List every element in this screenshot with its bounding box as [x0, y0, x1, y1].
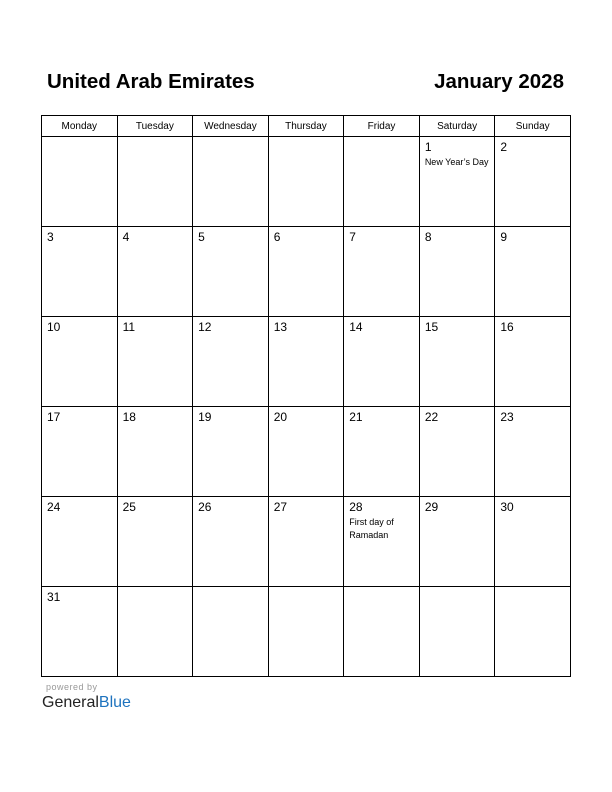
day-cell: [42, 317, 118, 407]
day-cell: [268, 497, 344, 587]
country-title: United Arab Emirates: [47, 70, 255, 93]
day-cell: [495, 497, 571, 587]
day-number: 30: [500, 500, 514, 514]
week-row: [42, 407, 571, 497]
day-number: 4: [122, 230, 130, 244]
day-number: 23: [500, 410, 514, 424]
day-cell: [495, 317, 571, 407]
day-number: 8: [424, 230, 432, 244]
generalblue-logo: [42, 694, 131, 712]
weekday-header: Thursday: [268, 116, 344, 137]
day-cell: [344, 497, 420, 587]
day-cell: [193, 227, 269, 317]
day-cell: [344, 227, 420, 317]
day-number: 12: [198, 320, 212, 334]
weekday-header-row: [42, 116, 571, 137]
day-number: 20: [273, 410, 288, 424]
day-cell: [419, 317, 495, 407]
day-cell: [117, 317, 193, 407]
day-cell: [117, 587, 193, 677]
weekday-header: Saturday: [419, 116, 495, 137]
day-number: 21: [349, 410, 363, 424]
day-cell: [268, 407, 344, 497]
day-number: 29: [424, 500, 439, 514]
day-number: 19: [198, 410, 212, 424]
day-number: 28: [349, 500, 363, 514]
day-cell: [268, 317, 344, 407]
weekday-header: Friday: [344, 116, 420, 137]
day-cell: [495, 587, 571, 677]
day-cell: [193, 137, 269, 227]
day-cell: [419, 407, 495, 497]
day-number: 22: [424, 410, 439, 424]
day-cell: [117, 227, 193, 317]
week-row: [42, 497, 571, 587]
day-number: 14: [349, 320, 363, 334]
week-row: [42, 227, 571, 317]
weekday-header: Tuesday: [117, 116, 193, 137]
day-cell: [268, 227, 344, 317]
day-cell: [193, 317, 269, 407]
day-cell: [117, 497, 193, 587]
week-row: [42, 317, 571, 407]
day-cell: [42, 497, 118, 587]
day-number: 11: [122, 320, 136, 334]
day-number: 3: [47, 230, 54, 244]
day-number: 15: [424, 320, 439, 334]
weekday-header: Wednesday: [193, 116, 269, 137]
day-number: 24: [47, 500, 61, 514]
day-number: 25: [122, 500, 136, 514]
day-cell: [344, 137, 420, 227]
calendar-grid: [41, 115, 571, 677]
day-cell: [268, 587, 344, 677]
weekday-header: Sunday: [495, 116, 571, 137]
day-number: 5: [198, 230, 205, 244]
day-cell: [344, 317, 420, 407]
logo-blue-text: Blue: [98, 694, 131, 711]
day-number: 26: [198, 500, 212, 514]
day-cell: [42, 407, 118, 497]
day-cell: [344, 587, 420, 677]
day-cell: [419, 497, 495, 587]
day-cell: [193, 497, 269, 587]
day-cell: [419, 137, 495, 227]
day-cell: [42, 227, 118, 317]
day-cell: [419, 587, 495, 677]
holiday-label: First day of Ramadan: [349, 517, 394, 540]
powered-by-label: powered by: [46, 682, 98, 692]
week-row: [42, 137, 571, 227]
day-number: 27: [273, 500, 288, 514]
day-cell: [495, 407, 571, 497]
day-number: 13: [273, 320, 288, 334]
logo-general-text: General: [42, 694, 99, 711]
day-number: 10: [47, 320, 61, 334]
day-cell: [495, 227, 571, 317]
weekday-header: Monday: [42, 116, 118, 137]
month-year-title: January 2028: [434, 70, 564, 93]
day-cell: [193, 587, 269, 677]
day-cell: [268, 137, 344, 227]
day-number: 9: [500, 230, 508, 244]
day-cell: [495, 137, 571, 227]
day-number: 31: [47, 590, 61, 604]
holiday-label: New Year’s Day: [424, 157, 489, 167]
day-number: 6: [273, 230, 281, 244]
day-cell: [42, 137, 118, 227]
day-number: 18: [122, 410, 136, 424]
week-row: [42, 587, 571, 677]
day-cell: [419, 227, 495, 317]
day-number: 2: [500, 140, 508, 154]
day-cell: [193, 407, 269, 497]
day-cell: [117, 137, 193, 227]
day-number: 1: [424, 140, 432, 154]
day-cell: [117, 407, 193, 497]
day-cell: [42, 587, 118, 677]
day-number: 7: [349, 230, 356, 244]
day-cell: [344, 407, 420, 497]
day-number: 16: [500, 320, 514, 334]
day-number: 17: [47, 410, 61, 424]
